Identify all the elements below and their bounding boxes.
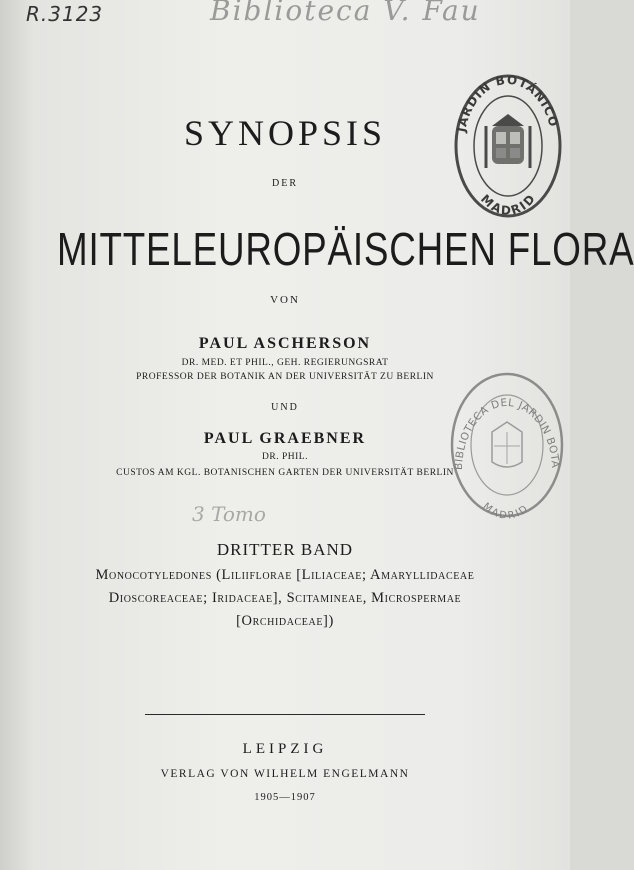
imprint-publisher: VERLAG VON WILHELM ENGELMANN <box>160 768 410 780</box>
volume-title: DRITTER BAND <box>216 540 354 559</box>
pencil-annotation: 3 Tomo <box>192 502 266 526</box>
stamp-text: MADRID <box>478 190 539 218</box>
library-stamp <box>452 72 564 220</box>
main-title: MITTELEUROPÄISCHEN FLORA <box>57 223 634 275</box>
author-credential: CUSTOS AM KGL. BOTANISCHEN GARTEN DER UNIVERSITÄT BERLIN <box>116 468 454 478</box>
contents-line: Monocotyledones (Liliiflorae [Liliaceae; Amaryllidaceae <box>95 567 475 583</box>
imprint-city: LEIPZIG <box>242 741 328 757</box>
shelfmark-annotation: R.3123 <box>26 2 104 26</box>
author-credential: DR. PHIL. <box>262 452 308 462</box>
divider-rule <box>145 714 425 715</box>
stamp-jardin-botanico-icon <box>452 72 564 220</box>
svg-text:BIBLIOTECA DEL JARDIN BOTANICO <box>448 370 561 470</box>
stamp-biblioteca-icon <box>448 370 566 520</box>
contents-line: Dioscoreaceae; Iridaceae], Scitamineae, Microspermae <box>108 590 462 606</box>
title-von: VON <box>270 294 300 306</box>
title-synopsis: SYNOPSIS <box>183 113 387 153</box>
stamp-text: BIBLIOTECA DEL JARDIN BOTA <box>452 396 562 471</box>
imprint-years: 1905—1907 <box>254 792 316 803</box>
title-der: DER <box>272 178 298 189</box>
author-name: PAUL GRAEBNER <box>203 430 367 447</box>
handwritten-annotation: Biblioteca V. Fau <box>210 0 481 27</box>
stamp-text: JARDIN BOTÁNICO <box>454 72 561 134</box>
conjunction-und: UND <box>271 402 299 413</box>
author-name: PAUL ASCHERSON <box>198 335 372 352</box>
stamp-text: MADRID <box>480 501 532 520</box>
author-credential: PROFESSOR DER BOTANIK AN DER UNIVERSITÄT ZU BERLIN <box>136 372 434 382</box>
author-credential: DR. MED. ET PHIL., GEH. REGIERUNGSRAT <box>181 358 389 368</box>
contents-line: [Orchidaceae]) <box>236 613 334 629</box>
svg-text:MADRID <box>478 191 539 218</box>
svg-text:MADRID <box>480 501 531 520</box>
library-stamp <box>448 370 566 520</box>
